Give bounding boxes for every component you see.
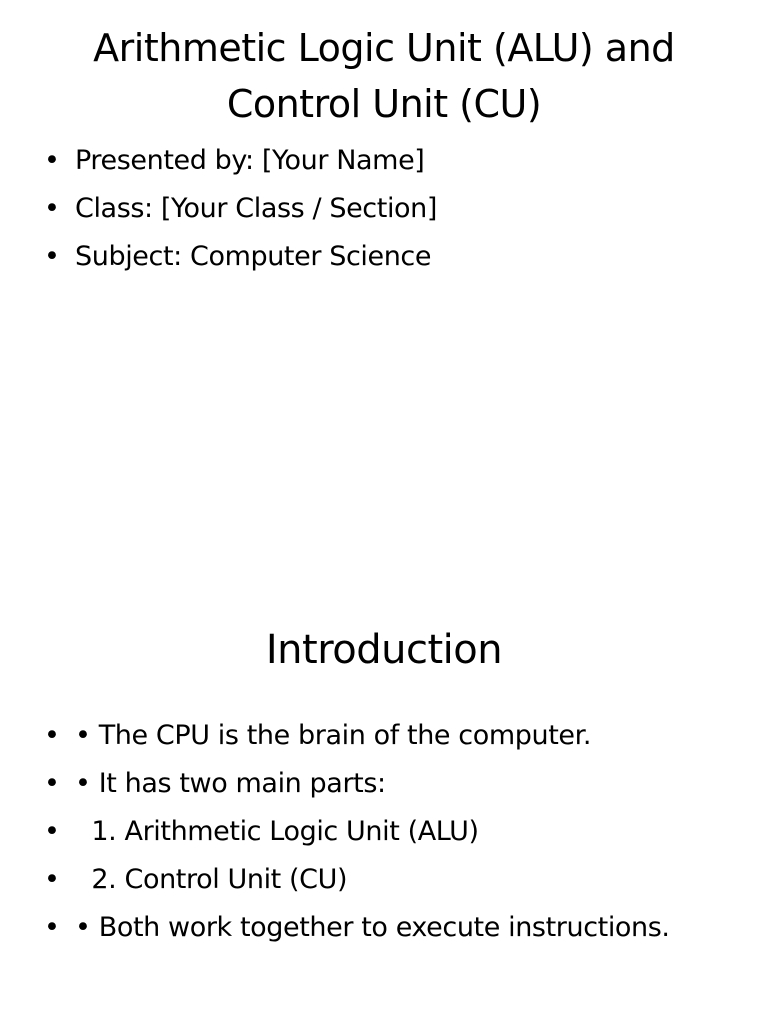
list-item — [44, 856, 744, 904]
bullet-icon: • — [44, 193, 60, 224]
list-item — [44, 185, 744, 233]
list-item — [44, 904, 744, 952]
bullet-text: • Both work together to execute instructions. — [75, 912, 670, 943]
list-item — [44, 760, 744, 808]
bullet-text: • It has two main parts: — [75, 768, 386, 799]
list-item — [44, 137, 744, 185]
bullet-text: Class: [Your Class / Section] — [75, 193, 438, 224]
slide-introduction-bullet-list — [44, 712, 744, 952]
slide-introduction — [0, 512, 768, 1024]
bullet-text: 2. Control Unit (CU) — [75, 864, 348, 895]
bullet-icon: • — [44, 864, 60, 895]
list-item — [44, 233, 744, 281]
bullet-icon: • — [44, 720, 60, 751]
slide-introduction-heading: Introduction — [265, 627, 503, 673]
bullet-icon: • — [44, 145, 60, 176]
bullet-icon: • — [44, 816, 60, 847]
slide-title-bullet-list — [44, 137, 744, 281]
bullet-text: 1. Arithmetic Logic Unit (ALU) — [75, 816, 479, 847]
bullet-icon: • — [44, 241, 60, 272]
bullet-text: • The CPU is the brain of the computer. — [75, 720, 592, 751]
list-item — [44, 808, 744, 856]
list-item — [44, 712, 744, 760]
bullet-text: Subject: Computer Science — [75, 241, 432, 272]
bullet-icon: • — [44, 768, 60, 799]
bullet-text: Presented by: [Your Name] — [75, 145, 425, 176]
slide-title-heading: Arithmetic Logic Unit (ALU) and Control Unit (CU) — [93, 26, 675, 126]
bullet-icon: • — [44, 912, 60, 943]
